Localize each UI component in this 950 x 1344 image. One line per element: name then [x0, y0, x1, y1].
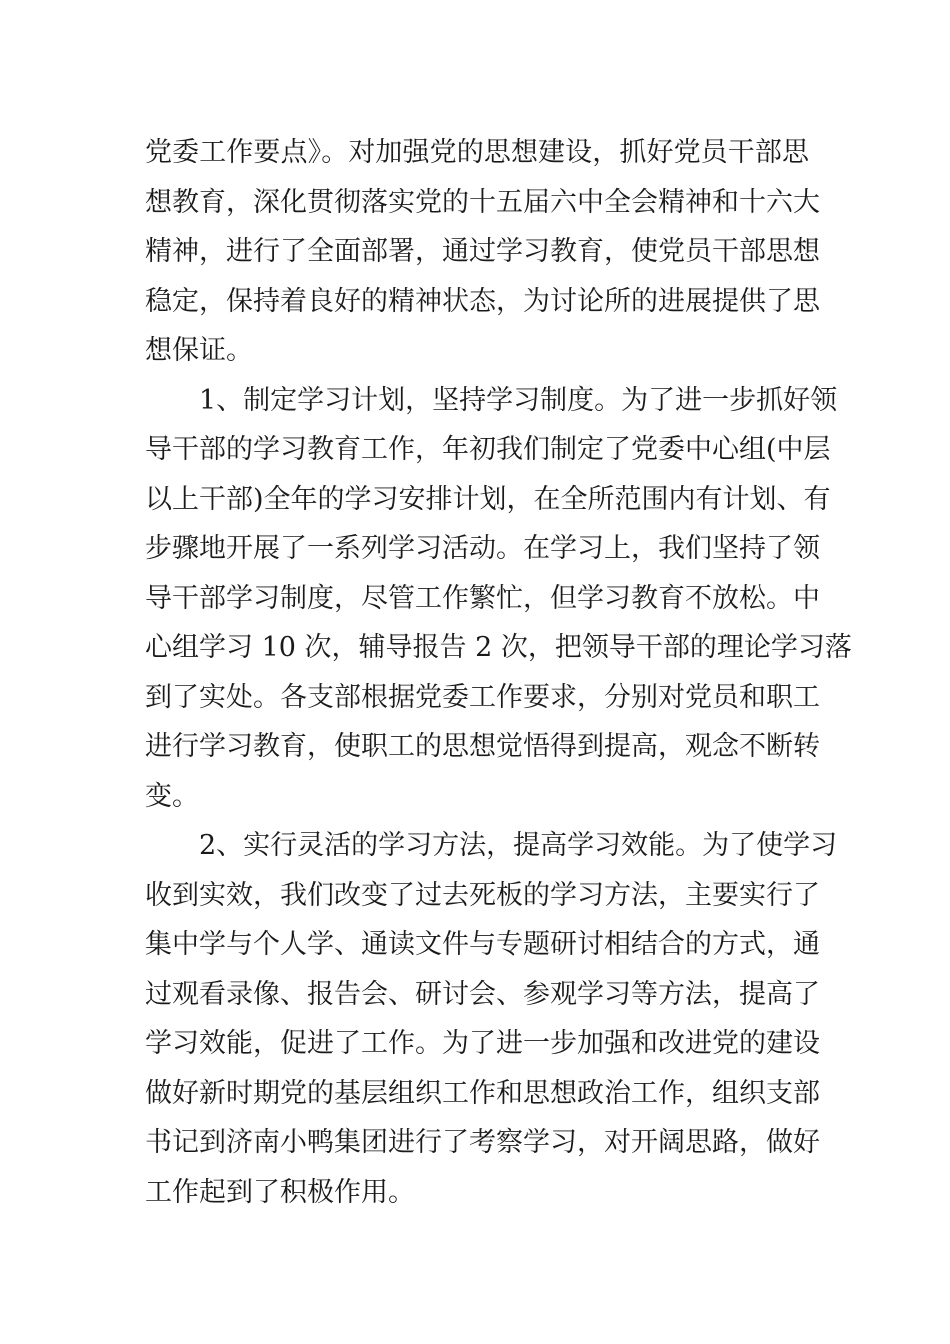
text-line: 书记到济南小鸭集团进行了考察学习，对开阔思路，做好	[145, 1127, 820, 1158]
paragraph-party-ideology	[145, 128, 820, 376]
paragraph-study-methods	[145, 821, 838, 1217]
text-line: 步骤地开展了一系列学习活动。在学习上，我们坚持了领	[145, 533, 820, 564]
text-line: 党委工作要点》。对加强党的思想建设，抓好党员干部思	[145, 137, 809, 168]
text-line: 想保证。	[145, 335, 253, 366]
text-line: 学习效能，促进了工作。为了进一步加强和改进党的建设	[145, 1028, 820, 1059]
text-line: 过观看录像、报告会、研讨会、参观学习等方法，提高了	[145, 978, 820, 1010]
text-line: 稳定，保持着良好的精神状态，为讨论所的进展提供了思	[145, 285, 820, 317]
text-line: 1、制定学习计划，坚持学习制度。为了进一步抓好领	[199, 384, 838, 416]
text-line: 集中学与个人学、通读文件与专题研讨相结合的方式，通	[145, 929, 820, 960]
text-line: 心组学习 10 次，辅导报告 2 次，把领导干部的理论学习落	[145, 632, 852, 663]
paragraph-study-plan	[145, 376, 852, 822]
text-line: 导干部学习制度，尽管工作繁忙，但学习教育不放松。中	[145, 582, 820, 614]
text-line: 精神，进行了全面部署，通过学习教育，使党员干部思想	[145, 236, 820, 267]
text-line: 收到实效，我们改变了过去死板的学习方法，主要实行了	[145, 879, 820, 911]
text-line: 做好新时期党的基层组织工作和思想政治工作，组织支部	[145, 1077, 820, 1109]
body-text	[145, 128, 852, 1217]
text-line: 2、实行灵活的学习方法，提高学习效能。为了使学习	[199, 830, 838, 861]
text-line: 以上干部)全年的学习安排计划，在全所范围内有计划、有	[145, 483, 831, 515]
text-line: 导干部的学习教育工作，年初我们制定了党委中心组(中层	[145, 434, 831, 465]
text-line: 想教育，深化贯彻落实党的十五届六中全会精神和十六大	[145, 186, 820, 218]
text-line: 到了实处。各支部根据党委工作要求，分别对党员和职工	[145, 681, 820, 713]
text-line: 进行学习教育，使职工的思想觉悟得到提高，观念不断转	[145, 731, 820, 762]
text-line: 变。	[145, 780, 199, 812]
text-line: 工作起到了积极作用。	[145, 1176, 415, 1208]
